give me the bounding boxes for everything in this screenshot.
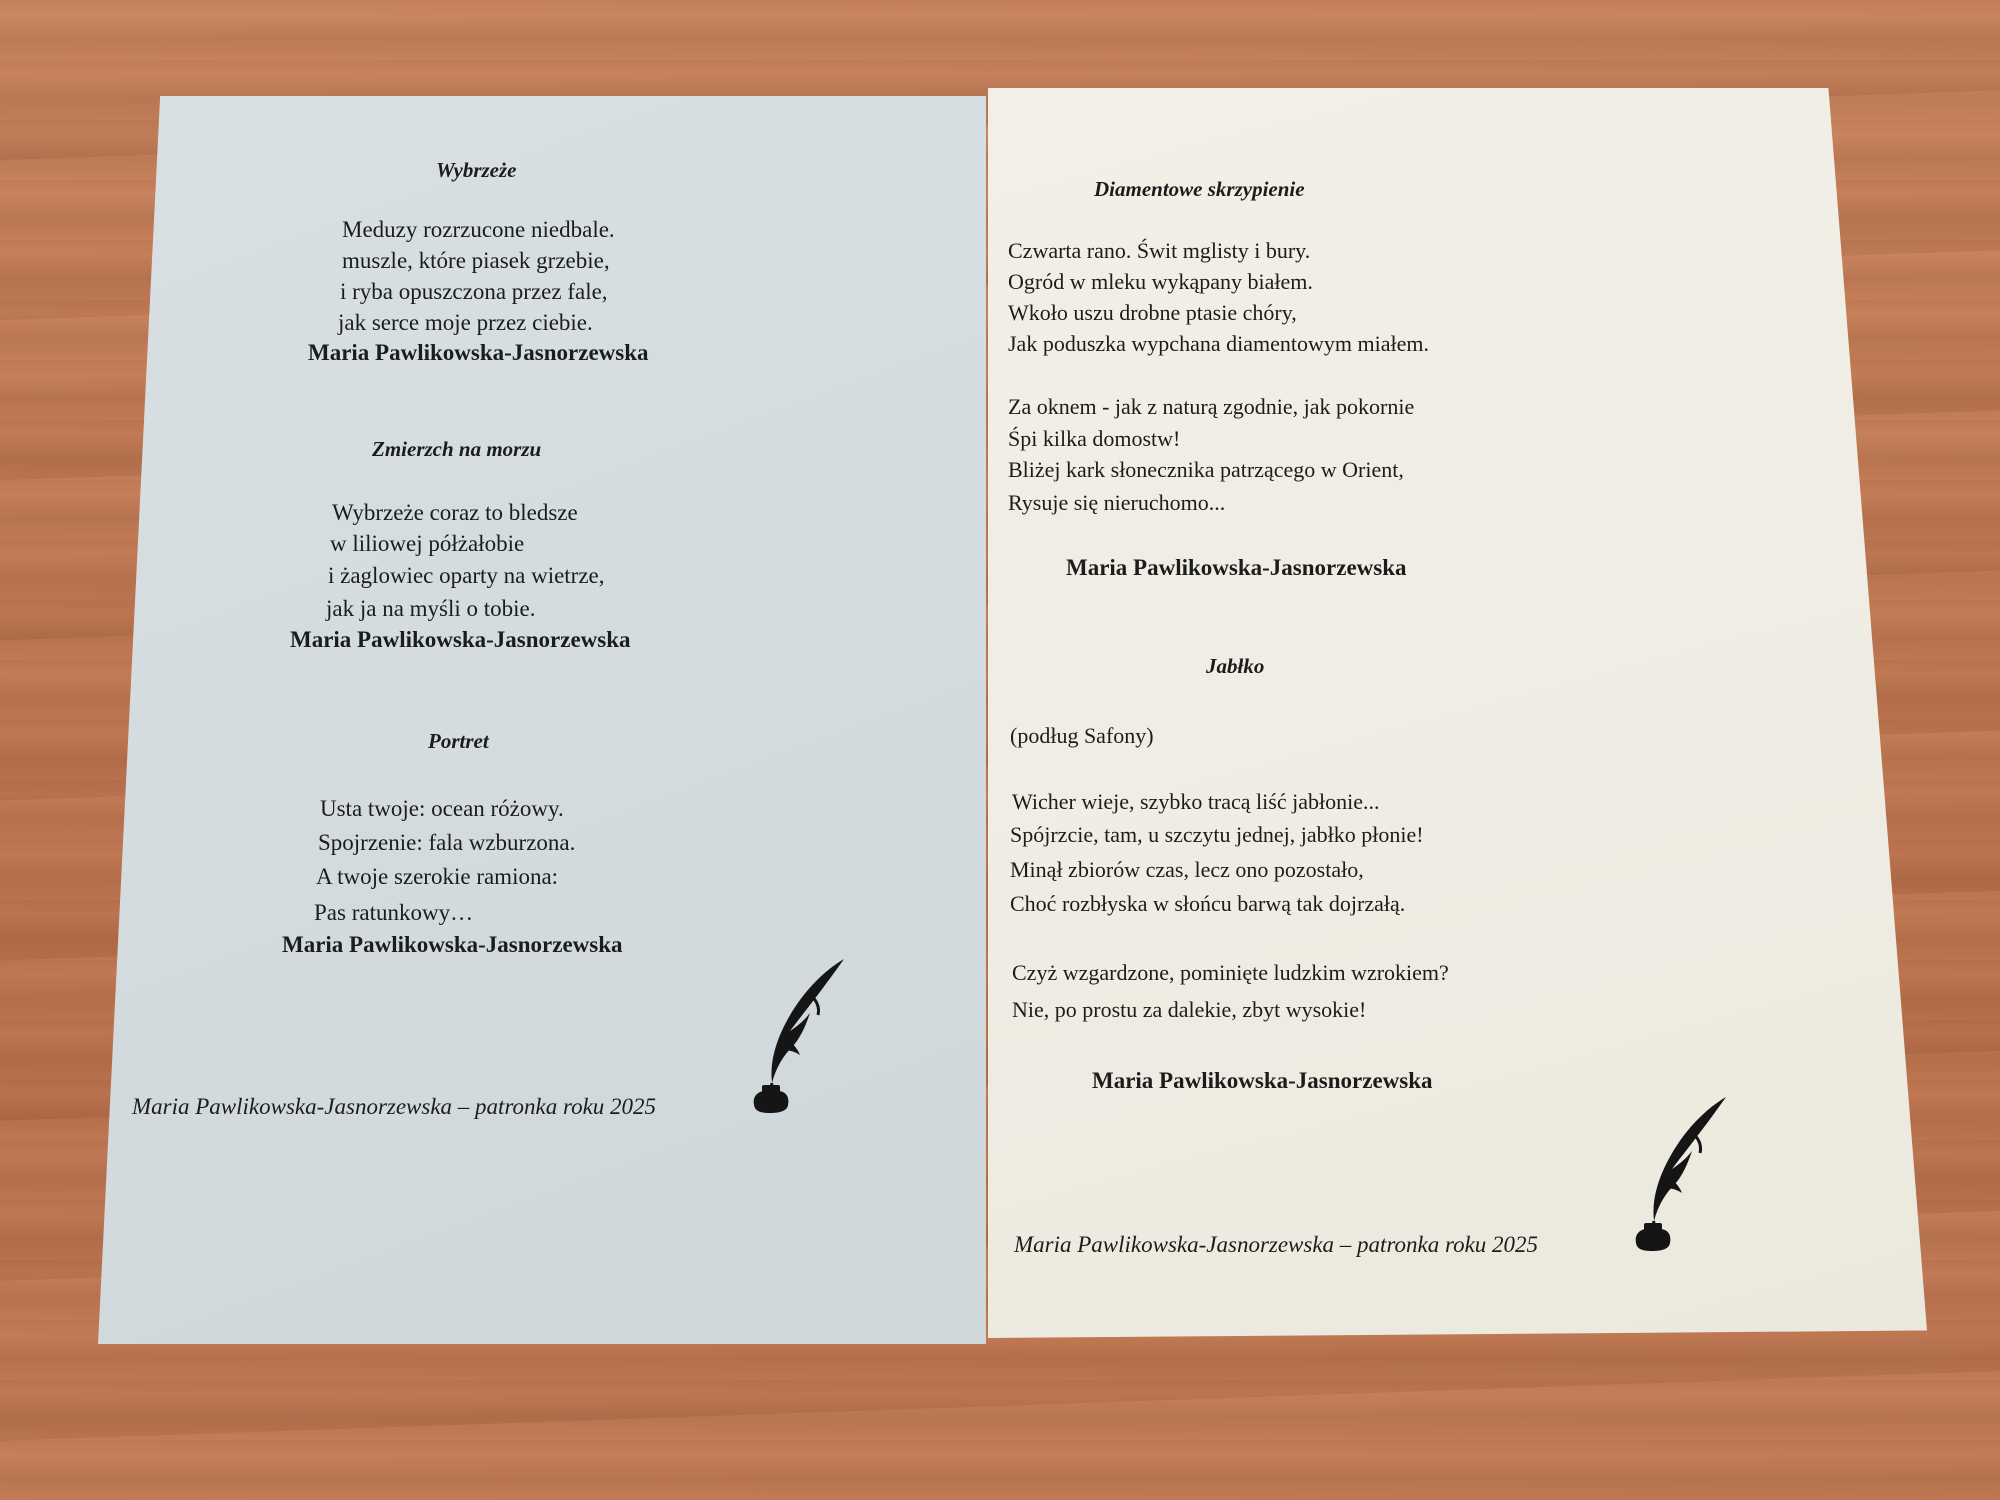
poem-line: Choć rozbłyska w słońcu barwą tak dojrzałą.	[1010, 891, 1406, 916]
footer-text: Maria Pawlikowska-Jasnorzewska – patronka roku 2025	[1014, 1232, 1539, 1257]
poem-line: Czwarta rano. Świt mglisty i bury.	[1008, 238, 1311, 263]
poem-line: Bliżej kark słonecznika patrzącego w Orient,	[1008, 457, 1404, 482]
poem-line: Spojrzenie: fala wzburzona.	[318, 830, 576, 855]
poem-line: Ogród w mleku wykąpany białem.	[1008, 269, 1313, 294]
quill-inkwell-icon	[740, 955, 850, 1115]
poem-line: jak serce moje przez ciebie.	[338, 310, 593, 335]
poem-line: A twoje szerokie ramiona:	[316, 864, 559, 889]
poem-line: Wicher wieje, szybko tracą liść jabłonie...	[1012, 789, 1380, 814]
poem-author: Maria Pawlikowska-Jasnorzewska	[308, 340, 649, 365]
poem-line: Śpi kilka domostw!	[1008, 426, 1181, 451]
poem-line: Wybrzeże coraz to bledsze	[332, 500, 578, 525]
poem-title-jablko: Jabłko	[1206, 654, 1265, 678]
poem-line: Czyż wzgardzone, pominięte ludzkim wzrokiem?	[1012, 960, 1449, 985]
poem-title-portret: Portret	[428, 729, 489, 753]
poem-title-zmierzch: Zmierzch na morzu	[372, 437, 542, 461]
poem-line: Pas ratunkowy…	[314, 900, 474, 925]
poem-line: Nie, po prostu za dalekie, zbyt wysokie!	[1012, 997, 1367, 1022]
poem-line: Wkoło uszu drobne ptasie chóry,	[1008, 300, 1297, 325]
poem-line: i żaglowiec oparty na wietrze,	[328, 563, 605, 588]
poem-line: jak ja na myśli o tobie.	[326, 596, 536, 621]
poem-author: Maria Pawlikowska-Jasnorzewska	[1066, 555, 1407, 580]
poem-line: Usta twoje: ocean różowy.	[320, 796, 564, 821]
poem-line: Za oknem - jak z naturą zgodnie, jak pokornie	[1008, 394, 1415, 419]
footer-text: Maria Pawlikowska-Jasnorzewska – patronka roku 2025	[132, 1094, 657, 1119]
poem-line: Jak poduszka wypchana diamentowym miałem.	[1008, 331, 1429, 356]
poem-author: Maria Pawlikowska-Jasnorzewska	[1092, 1068, 1433, 1093]
poem-title-diamentowe: Diamentowe skrzypienie	[1094, 177, 1305, 201]
poem-author: Maria Pawlikowska-Jasnorzewska	[282, 932, 623, 957]
poem-line: i ryba opuszczona przez fale,	[340, 279, 608, 304]
poem-title-wybrzeze: Wybrzeże	[436, 158, 517, 182]
poem-line: Rysuje się nieruchomo...	[1008, 490, 1226, 515]
poem-line: muszle, które piasek grzebie,	[342, 248, 610, 273]
poem-author: Maria Pawlikowska-Jasnorzewska	[290, 627, 631, 652]
quill-inkwell-icon	[1622, 1093, 1732, 1253]
poem-line: Minął zbiorów czas, lecz ono pozostało,	[1010, 857, 1364, 882]
poem-subtitle: (podług Safony)	[1010, 723, 1154, 748]
poem-line: Spójrzcie, tam, u szczytu jednej, jabłko płonie!	[1010, 822, 1424, 847]
poem-line: Meduzy rozrzucone niedbale.	[342, 217, 615, 242]
poem-line: w liliowej półżałobie	[330, 531, 525, 556]
